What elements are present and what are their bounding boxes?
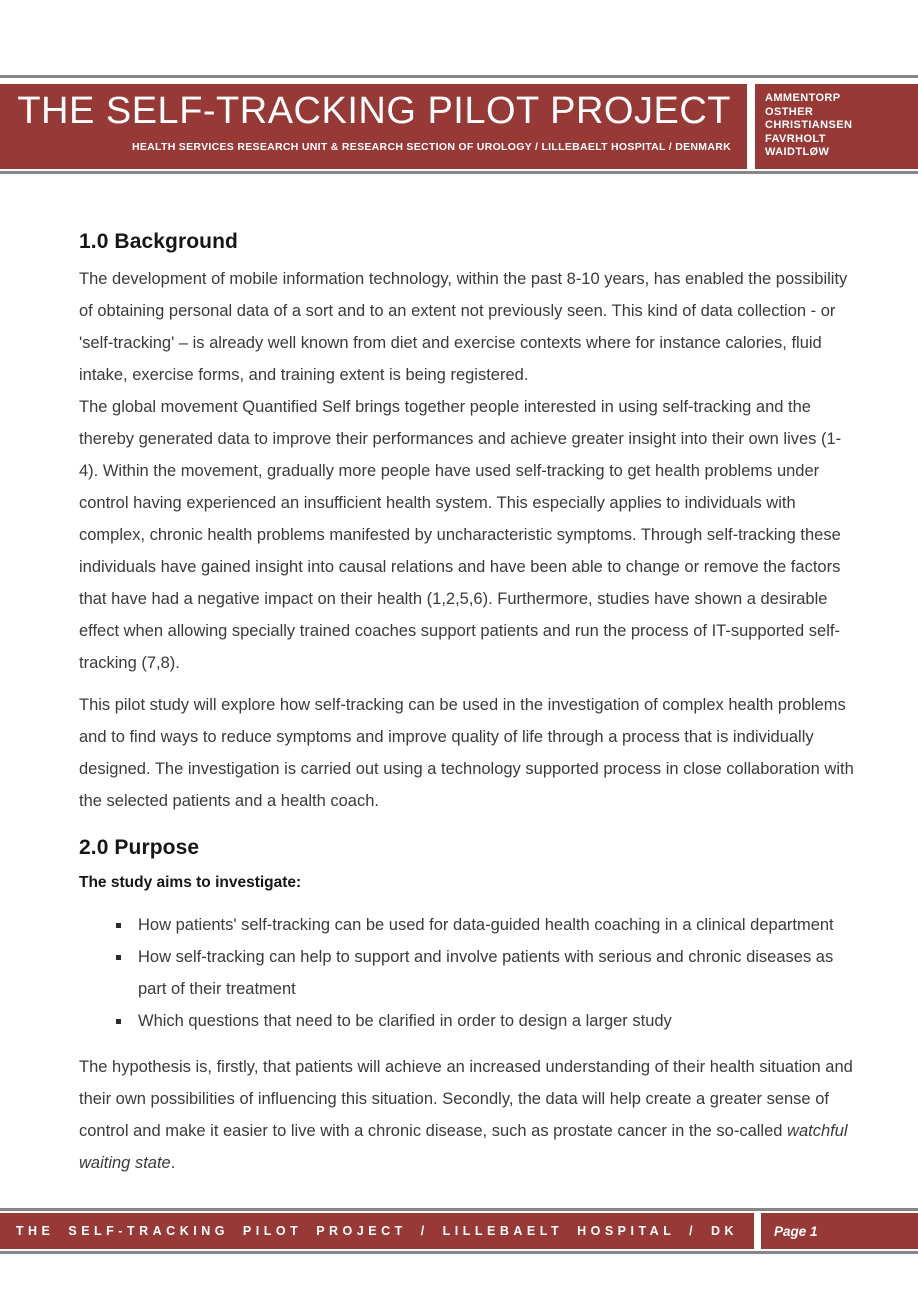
list-item-text: How patients' self-tracking can be used for data-guided health coaching in a clinical department <box>138 916 834 934</box>
footer-top-rule <box>0 1208 918 1211</box>
purpose-lead: The study aims to investigate: <box>79 874 302 891</box>
list-item-text: How self-tracking can help to support and involve patients with serious and chronic diseases as part of their treatment <box>138 948 834 998</box>
author-name: AMMENTORP <box>765 92 841 104</box>
section-heading-background: 1.0 Background <box>79 230 238 253</box>
header-bottom-rule <box>0 171 918 174</box>
hypothesis-period: . <box>170 1154 176 1172</box>
list-item <box>79 1005 854 1037</box>
background-paragraph-2: The global movement Quantified Self brings together people interested in using self-tracking and the thereby generated data to improve their performances and achieve greater insight into their own lives (1-4). Within the movement, gradually more people have used self-tracking to get health problems under control having experienced an insufficient health system. This especially applies to individuals with complex, chronic health problems manifested by uncharacteristic symptoms. Through self-tracking these individuals have gained insight into causal relations and have been able to change or remove the factors that have had a negative impact on their health (1,2,5,6). Furthermore, studies have shown a desirable effect when allowing specially trained coaches support patients and run the process of IT-supported self-tracking (7,8). <box>79 398 842 672</box>
author-name: CHRISTIANSEN <box>765 119 853 131</box>
hypothesis-paragraph <box>79 1051 854 1179</box>
header-divider <box>747 84 755 169</box>
author-name: WAIDTLØW <box>765 146 830 158</box>
hypothesis-italic-phrase: watchful waiting state <box>79 1122 848 1172</box>
footer-title: THE SELF-TRACKING PILOT PROJECT / LILLEBAELT HOSPITAL / DK <box>0 1213 754 1249</box>
author-name: OSTHER <box>765 105 814 118</box>
header-banner-main <box>0 84 747 169</box>
footer-divider <box>754 1213 761 1249</box>
author-list <box>755 84 918 169</box>
page-number: Page 1 <box>761 1213 918 1249</box>
footer-bar <box>0 1213 918 1249</box>
background-paragraph-1: The development of mobile information technology, within the past 8-10 years, has enabled the possibility of obtaining personal data of a sort and to an extent not previously seen. This kind of data collection - or 'self-tracking' – is already well known from diet and exercise contexts where for instance calories, fluid intake, exercise forms, and training extent is being registered. <box>79 270 848 384</box>
document-title: THE SELF-TRACKING PILOT PROJECT <box>17 90 731 132</box>
section-heading-purpose: 2.0 Purpose <box>79 836 200 859</box>
background-paragraph-3: This pilot study will explore how self-tracking can be used in the investigation of complex health problems and to find ways to reduce symptoms and improve quality of life through a process that is individually designed. The investigation is carried out using a technology supported process in close collaboration with the selected patients and a health coach. <box>79 696 854 810</box>
top-rule <box>0 75 918 78</box>
list-item <box>79 941 854 1005</box>
square-bullet-icon <box>116 1019 121 1024</box>
footer-bottom-rule <box>0 1251 918 1254</box>
purpose-bullet-list <box>79 909 854 1037</box>
header-banner <box>0 84 918 169</box>
square-bullet-icon <box>116 923 121 928</box>
square-bullet-icon <box>116 955 121 960</box>
author-name: FAVRHOLT <box>765 132 826 145</box>
hypothesis-text: The hypothesis is, firstly, that patients will achieve an increased understanding of their health situation and their own possibilities of influencing this situation. Secondly, the data will help create a greater sense of control and make it easier to live with a chronic disease, such as prostate cancer in the so-called <box>79 1058 853 1140</box>
list-item <box>79 909 854 941</box>
list-item-text: Which questions that need to be clarified in order to design a larger study <box>138 1012 672 1030</box>
page-content <box>79 175 854 1179</box>
document-subtitle: HEALTH SERVICES RESEARCH UNIT & RESEARCH SECTION OF UROLOGY / LILLEBAELT HOSPITAL / DENMARK <box>131 141 731 153</box>
